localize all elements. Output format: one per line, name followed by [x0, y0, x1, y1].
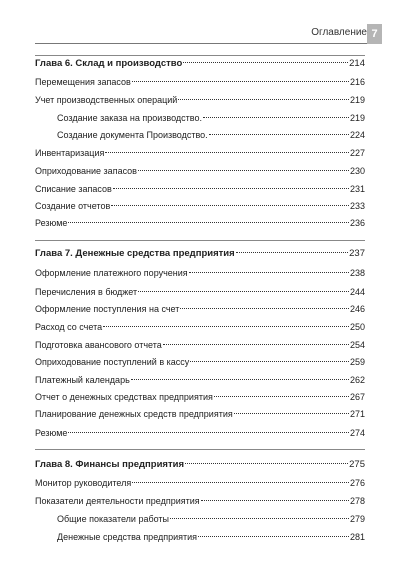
toc-entry-title: Инвентаризация — [35, 148, 105, 158]
dot-leader — [201, 500, 349, 501]
toc-entry-title: Общие показатели работы — [57, 514, 170, 524]
header-title: Оглавление — [311, 27, 367, 38]
toc-entry-title: Глава 6. Склад и производство — [35, 58, 183, 69]
toc-entry-title: Перемещения запасов — [35, 77, 131, 87]
toc-entry-page: 233 — [349, 201, 365, 211]
toc-entry[interactable] — [35, 75, 365, 89]
dot-leader — [198, 536, 349, 537]
dot-leader — [111, 205, 349, 206]
toc-entry-page: 219 — [349, 95, 365, 105]
toc-subentry[interactable] — [57, 128, 365, 142]
toc-entry-title: Резюме — [35, 218, 68, 228]
toc-entry-page: 238 — [349, 268, 365, 278]
dot-leader — [234, 413, 349, 414]
dot-leader — [132, 482, 349, 483]
toc-entry-title: Подготовка авансового отчета — [35, 340, 162, 350]
toc-entry-page: 224 — [349, 130, 365, 140]
toc-entry[interactable] — [35, 373, 365, 387]
dot-leader — [190, 361, 349, 362]
toc-entry-page: 214 — [349, 58, 365, 69]
toc-entry-title: Монитор руководителя — [35, 478, 132, 488]
chapter-separator — [35, 55, 365, 56]
toc-entry-page: 275 — [349, 459, 365, 470]
toc-entry[interactable] — [35, 338, 365, 352]
toc-entry[interactable] — [35, 146, 365, 160]
toc-entry-page: 219 — [349, 113, 365, 123]
toc-chapter-7[interactable] — [35, 247, 365, 261]
toc-entry-page: 262 — [349, 375, 365, 385]
dot-leader — [185, 463, 348, 464]
dot-leader — [178, 99, 349, 100]
page-header — [0, 24, 402, 44]
toc-entry[interactable] — [35, 182, 365, 196]
toc-entry[interactable] — [35, 199, 365, 213]
toc-entry-page: 279 — [349, 514, 365, 524]
dot-leader — [138, 170, 349, 171]
toc-subentry[interactable] — [57, 512, 365, 526]
toc-entry-page: 254 — [349, 340, 365, 350]
dot-leader — [68, 432, 349, 433]
toc-entry[interactable] — [35, 355, 365, 369]
toc-entry-page: 259 — [349, 357, 365, 367]
toc-chapter-6[interactable] — [35, 57, 365, 71]
toc-entry-title: Оприходование запасов — [35, 166, 137, 176]
dot-leader — [236, 252, 348, 253]
toc-entry-title: Создание заказа на производство. — [57, 113, 202, 123]
toc-entry-title: Глава 8. Финансы предприятия — [35, 459, 184, 470]
toc-entry-page: 250 — [349, 322, 365, 332]
toc-entry-page: 231 — [349, 184, 365, 194]
toc-entry-title: Создание документа Производство. — [57, 130, 208, 140]
toc-entry-title: Создание отчетов — [35, 201, 111, 211]
toc-subentry[interactable] — [57, 111, 365, 125]
toc-entry-page: 244 — [349, 287, 365, 297]
toc-entry-page: 216 — [349, 77, 365, 87]
dot-leader — [105, 152, 349, 153]
toc-subentry[interactable] — [57, 530, 365, 544]
chapter-separator — [35, 240, 365, 241]
dot-leader — [68, 222, 349, 223]
dot-leader — [203, 117, 349, 118]
toc-entry-title: Показатели деятельности предприятия — [35, 496, 200, 506]
toc-entry[interactable] — [35, 216, 365, 230]
dot-leader — [180, 308, 349, 309]
toc-entry-page: 274 — [349, 428, 365, 438]
toc-entry-title: Глава 7. Денежные средства предприятия — [35, 248, 235, 259]
dot-leader — [189, 272, 349, 273]
toc-entry-page: 230 — [349, 166, 365, 176]
toc-entry-title: Резюме — [35, 428, 68, 438]
toc-entry-title: Отчет о денежных средствах предприятия — [35, 392, 213, 402]
toc-entry-title: Перечисления в бюджет — [35, 287, 138, 297]
toc-entry[interactable] — [35, 476, 365, 490]
toc-entry-page: 281 — [349, 532, 365, 542]
toc-entry[interactable] — [35, 164, 365, 178]
toc-entry-title: Платежный календарь — [35, 375, 130, 385]
toc-entry-title: Планирование денежных средств предприятия — [35, 409, 233, 419]
toc-chapter-8[interactable] — [35, 458, 365, 472]
toc-entry[interactable] — [35, 302, 365, 316]
toc-entry[interactable] — [35, 320, 365, 334]
toc-entry-title: Оприходование поступлений в кассу — [35, 357, 190, 367]
toc-entry-page: 278 — [349, 496, 365, 506]
toc-entry[interactable] — [35, 93, 365, 107]
toc-entry-title: Списание запасов — [35, 184, 112, 194]
dot-leader — [103, 326, 349, 327]
toc-entry-page: 276 — [349, 478, 365, 488]
header-rule — [35, 43, 367, 44]
dot-leader — [183, 62, 348, 63]
toc-entry[interactable] — [35, 285, 365, 299]
toc-entry[interactable] — [35, 390, 365, 404]
toc-entry-page: 237 — [349, 248, 365, 259]
toc-entry-title: Расход со счета — [35, 322, 103, 332]
dot-leader — [214, 396, 349, 397]
dot-leader — [131, 379, 349, 380]
toc-entry-page: 246 — [349, 304, 365, 314]
dot-leader — [209, 134, 349, 135]
toc-entry[interactable] — [35, 426, 365, 440]
dot-leader — [170, 518, 349, 519]
toc-entry-title: Денежные средства предприятия — [57, 532, 198, 542]
toc-entry-page: 236 — [349, 218, 365, 228]
toc-entry-title: Оформление платежного поручения — [35, 268, 188, 278]
chapter-separator — [35, 449, 365, 450]
toc-entry[interactable] — [35, 407, 365, 421]
toc-entry-title: Учет производственных операций — [35, 95, 178, 105]
dot-leader — [113, 188, 349, 189]
toc-entry-page: 267 — [349, 392, 365, 402]
toc-entry-page: 271 — [349, 409, 365, 419]
toc-entry[interactable] — [35, 266, 365, 280]
header-page-number: 7 — [367, 24, 382, 44]
toc-entry[interactable] — [35, 494, 365, 508]
dot-leader — [163, 344, 349, 345]
toc-entry-title: Оформление поступления на счет — [35, 304, 180, 314]
dot-leader — [138, 291, 349, 292]
dot-leader — [132, 81, 349, 82]
toc-entry-page: 227 — [349, 148, 365, 158]
